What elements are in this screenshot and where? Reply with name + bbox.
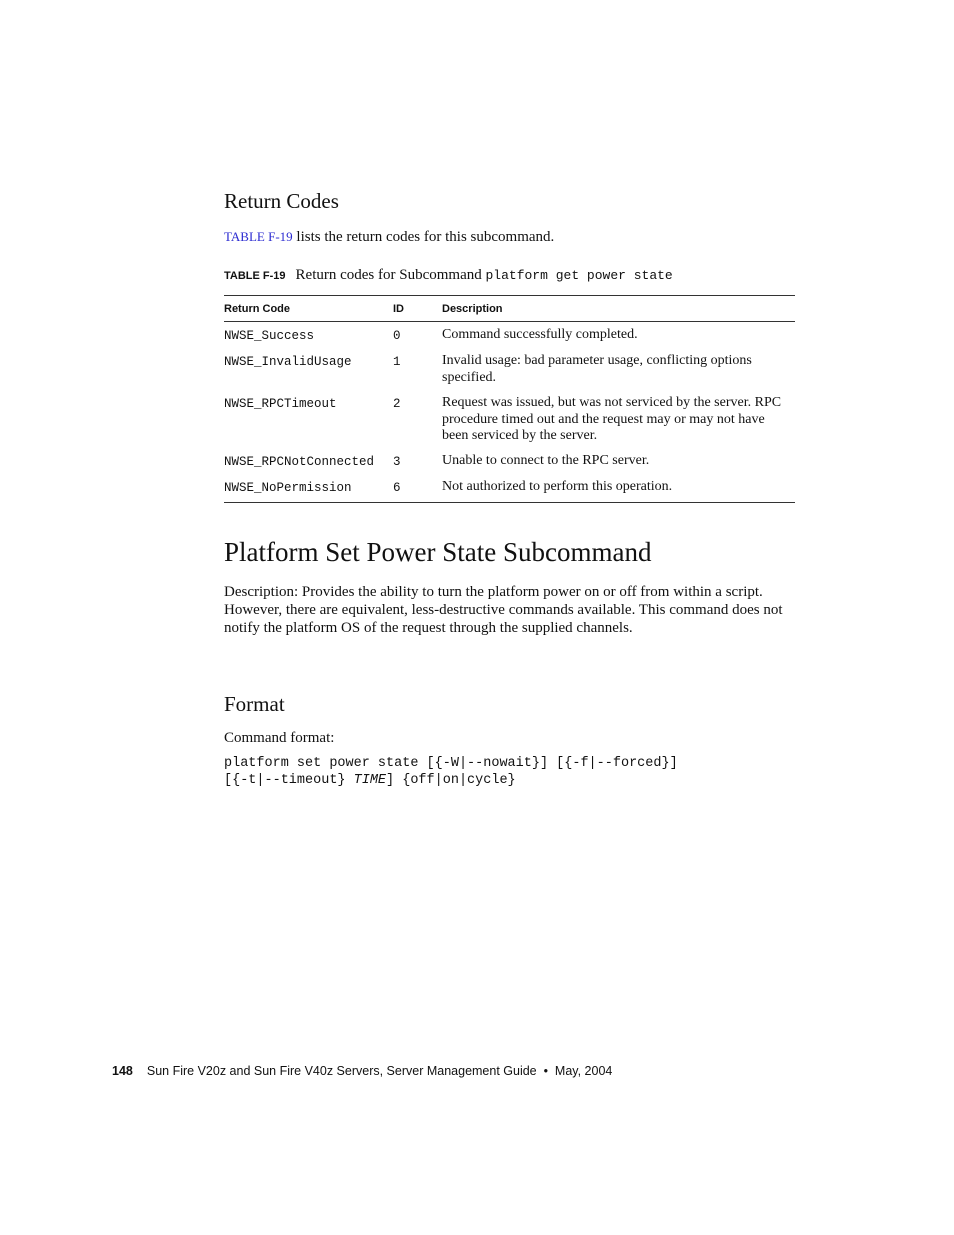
section-heading-set-power-state: Platform Set Power State Subcommand xyxy=(224,537,652,567)
table-label: TABLE F-19 xyxy=(224,270,286,282)
cell-id: 3 xyxy=(393,455,401,469)
section-heading-return-codes: Return Codes xyxy=(224,189,339,213)
section-heading-format: Format xyxy=(224,692,285,716)
description-paragraph: Description: Provides the ability to turn the platform power on or off from within a script. However, there are equivalent, less-destructive commands available. This command does not notify the platform OS of the request through the supplied channels. xyxy=(224,584,783,636)
command-line-2-start: [{-t|--timeout} xyxy=(224,773,354,788)
command-format-label: Command format: xyxy=(224,730,335,746)
caption-text: Return codes for Subcommand xyxy=(295,267,486,283)
cell-id: 1 xyxy=(393,355,401,369)
cell-description: Command successfully completed. xyxy=(442,327,638,342)
caption-command: platform get power state xyxy=(485,268,673,283)
table-caption xyxy=(224,267,673,284)
table-row xyxy=(224,448,795,474)
table-xref-link[interactable]: TABLE F-19 xyxy=(224,229,293,244)
intro-text: lists the return codes for this subcommand. xyxy=(292,229,555,245)
cell-description: Request was issued, but was not serviced by the server. RPC procedure timed out and the request may or may not have been serviced by the server. xyxy=(442,395,782,443)
header-id: ID xyxy=(393,303,404,315)
cell-return-code: NWSE_Success xyxy=(224,329,315,343)
cell-return-code: NWSE_RPCTimeout xyxy=(224,397,337,411)
cell-return-code: NWSE_InvalidUsage xyxy=(224,355,352,369)
cell-id: 0 xyxy=(393,329,401,343)
page-footer xyxy=(112,1064,612,1078)
page-number: 148 xyxy=(112,1064,133,1078)
footer-text: Sun Fire V20z and Sun Fire V40z Servers, Server Management Guide • May, 2004 xyxy=(146,1064,613,1078)
command-line-2 xyxy=(224,773,516,788)
table-row xyxy=(224,322,795,348)
cell-description: Unable to connect to the RPC server. xyxy=(442,453,650,468)
header-return-code: Return Code xyxy=(224,303,290,315)
table-header xyxy=(224,296,795,322)
cell-id: 6 xyxy=(393,481,401,495)
table-row xyxy=(224,348,795,390)
intro-paragraph xyxy=(224,229,554,246)
command-line-2-end: ] {off|on|cycle} xyxy=(386,773,516,788)
cell-return-code: NWSE_RPCNotConnected xyxy=(224,455,375,469)
cell-description: Not authorized to perform this operation. xyxy=(442,479,673,494)
header-description: Description xyxy=(442,303,503,315)
cell-return-code: NWSE_NoPermission xyxy=(224,481,352,495)
table-row xyxy=(224,390,795,448)
cell-description: Invalid usage: bad parameter usage, conflicting options specified. xyxy=(442,353,752,385)
command-line-1: platform set power state [{-W|--nowait}] [{-f|--forced}] xyxy=(224,756,678,771)
command-time-arg: TIME xyxy=(353,773,387,788)
cell-id: 2 xyxy=(393,397,401,411)
return-codes-table xyxy=(224,295,795,503)
table-row xyxy=(224,474,795,502)
